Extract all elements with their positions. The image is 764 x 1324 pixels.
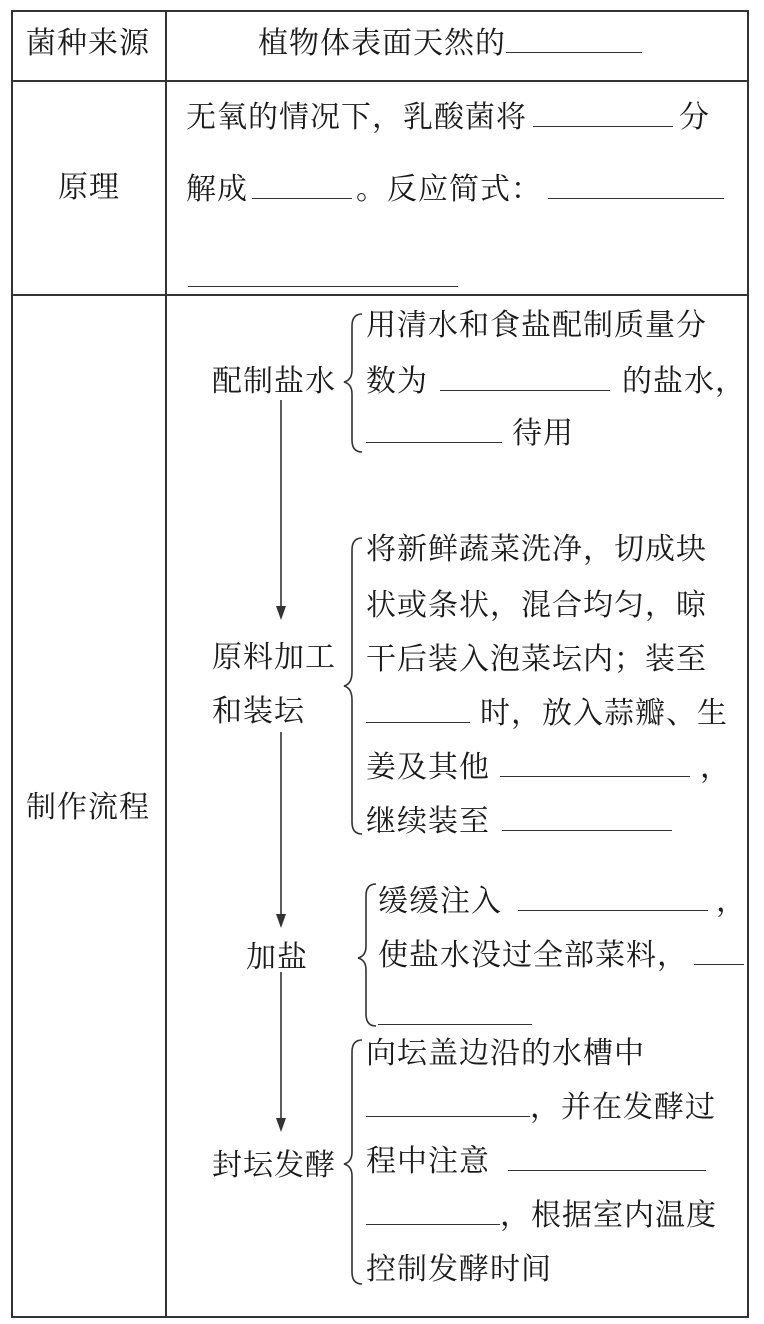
answer-blank: [366, 694, 470, 723]
answer-blank: [366, 1088, 530, 1117]
answer-blank: [508, 1142, 706, 1171]
step2-line5: [366, 748, 731, 788]
answer-blank: [502, 802, 672, 831]
step-raw-material-label-2: 和装坛: [212, 694, 305, 729]
step2-line5-end: ，: [700, 750, 731, 785]
answer-blank: [366, 1196, 500, 1225]
step3-line1-text: 缓缓注入: [378, 884, 502, 919]
step2-line3: 干后装入泡菜坛内；装至: [366, 642, 707, 677]
answer-blank: [378, 996, 532, 1025]
step4-line3: [366, 1142, 706, 1182]
step2-line6-text: 继续装至: [366, 804, 490, 839]
process-label: 制作流程: [26, 790, 150, 825]
step1-line3: [366, 414, 574, 454]
step4-line4-text: ，根据室内温度: [500, 1198, 717, 1233]
step-seal-ferment: 封坛发酵: [212, 1148, 336, 1183]
principle-label: 原理: [58, 170, 120, 205]
step2-line5-text: 姜及其他: [366, 750, 490, 785]
answer-blank: [500, 748, 690, 777]
step1-line3-text: 待用: [512, 416, 574, 451]
step3-line1: [378, 882, 747, 922]
principle-line2-end: 。反应简式：: [356, 172, 542, 207]
step-prepare-brine: 配制盐水: [212, 364, 336, 399]
step2-line1: 将新鲜蔬菜洗净，切成块: [366, 532, 707, 567]
answer-blank: [518, 882, 708, 911]
step-raw-material-label-1: 原料加工: [212, 640, 336, 675]
step4-line2: [366, 1088, 716, 1128]
step4-line1: 向坛盖边沿的水槽中: [366, 1036, 645, 1071]
answer-blank: [694, 936, 744, 965]
step2-line2: 状或条状，混合均匀，晾: [366, 588, 707, 623]
answer-blank: [440, 362, 610, 391]
principle-line1-end: 分: [679, 100, 710, 135]
step4-line3-text: 程中注意: [366, 1144, 490, 1179]
answer-blank: [366, 414, 502, 443]
step3-line1-end: ，: [716, 884, 747, 919]
step1-line2: [366, 362, 746, 402]
step4-line4: [366, 1196, 717, 1236]
source-label: 菌种来源: [26, 26, 150, 61]
step2-line4: [366, 694, 728, 734]
step3-line2-text: 使盐水没过全部菜料，: [378, 938, 688, 973]
source-text-content: 植物体表面天然的: [258, 26, 506, 61]
principle-line2-text: 解成: [186, 172, 248, 207]
step1-line1: 用清水和食盐配制质量分: [366, 308, 707, 343]
step3-line2: [378, 936, 744, 976]
step1-line2-end: 的盐水，: [622, 364, 746, 399]
step1-line2-text: 数为: [366, 364, 428, 399]
principle-line1-text: 无氧的情况下，乳酸菌将: [186, 100, 527, 135]
step2-line4-text: 时，放入蒜瓣、生: [480, 696, 728, 731]
step2-line6: [366, 802, 672, 842]
step4-line2-text: ，并在发酵过: [530, 1090, 716, 1125]
step-add-salt: 加盐: [246, 940, 308, 975]
step4-line5: 控制发酵时间: [366, 1252, 552, 1287]
